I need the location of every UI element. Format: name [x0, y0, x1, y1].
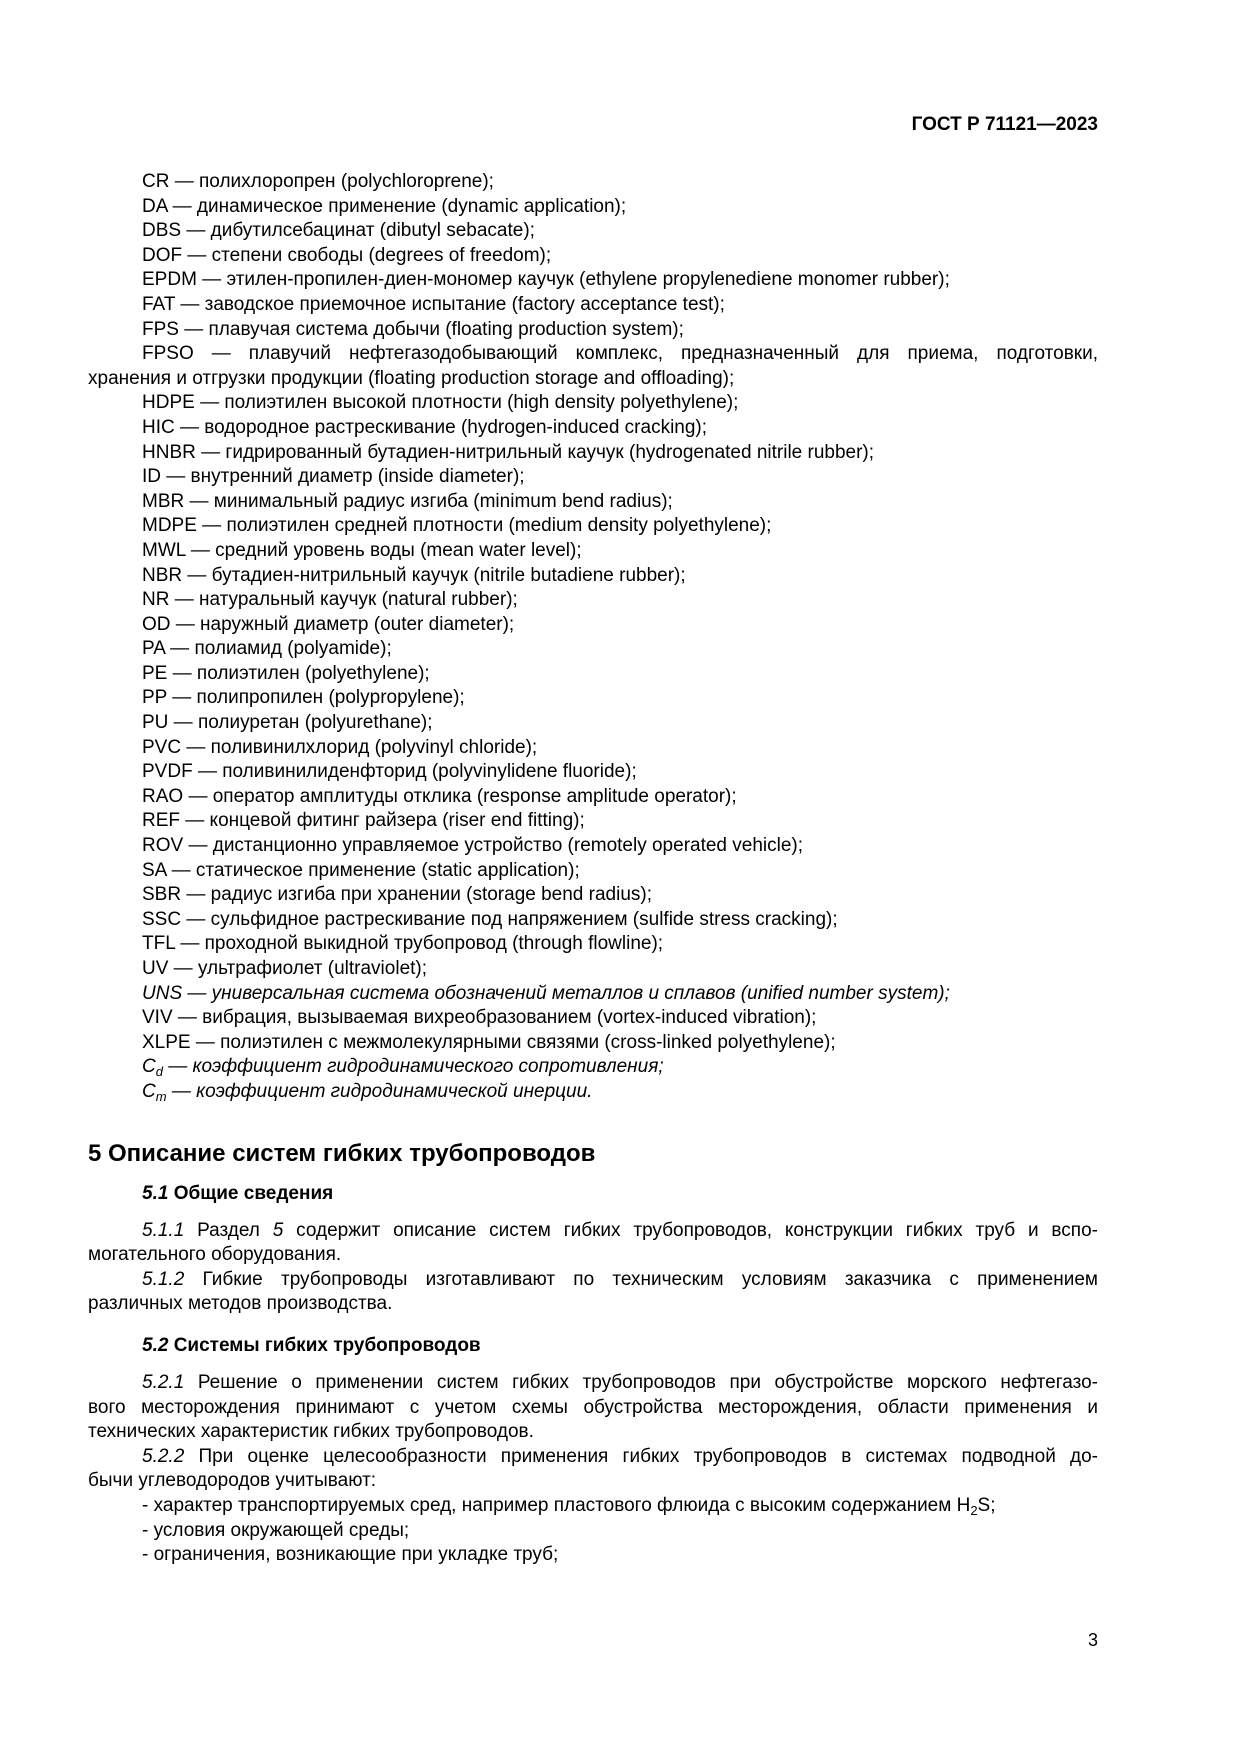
document-code: ГОСТ Р 71121—2023	[911, 114, 1098, 135]
para-5-1-1-text-a: Раздел	[184, 1219, 273, 1241]
abbrev-line-hnbr: HNBR — гидрированный бутадиен-нитрильный каучук (hydrogenated nitrile rubber);	[142, 441, 875, 463]
abbrev-line-pvdf: PVDF — поливинилиденфторид (polyvinylidene fluoride);	[142, 761, 637, 783]
cm-symbol: C	[142, 1080, 156, 1102]
abbrev-line-od: OD — наружный диаметр (outer diameter);	[142, 613, 515, 635]
abbrev-line-sbr: SBR — радиус изгиба при хранении (storage bend radius);	[142, 884, 653, 906]
abbrev-line-id: ID — внутренний диаметр (inside diameter);	[142, 466, 525, 488]
para-5-2-2-number: 5.2.2	[142, 1445, 185, 1467]
para-5-1-2-number: 5.1.2	[142, 1268, 185, 1290]
bullet-transported-media	[88, 1494, 1098, 1519]
abbrev-line-hdpe: HDPE — полиэтилен высокой плотности (high density polyethylene);	[142, 392, 739, 414]
para-5-2-1-line-3: технических характеристик гибких трубопроводов.	[88, 1421, 534, 1443]
cm-subscript: m	[155, 1088, 167, 1104]
abbrev-line-ssc: SSC — сульфидное растрескивание под напряжением (sulfide stress cracking);	[142, 908, 838, 930]
abbrev-line-pp: PP — полипропилен (polypropylene);	[142, 687, 465, 709]
abbrev-line-fpso: FPSO — плавучий нефтегазодобывающий комплекс, предназначенный для приема, подготовки,	[142, 343, 1098, 365]
page-number: 3	[1087, 1630, 1098, 1650]
abbrev-line-mwl: MWL — средний уровень воды (mean water level);	[142, 539, 582, 561]
abbrev-line-da: DA — динамическое применение (dynamic application);	[142, 195, 627, 217]
abbrev-line-epdm: EPDM — этилен-пропилен-диен-мономер каучук (ethylene propylenediene monomer rubber);	[142, 269, 950, 291]
para-5-2-2-line-2: бычи углеводородов учитывают:	[88, 1470, 377, 1492]
section-5-2-number: 5.2	[142, 1334, 169, 1356]
section-5-2-heading: Системы гибких трубопроводов	[168, 1334, 481, 1356]
bullet-installation-limits: - ограничения, возникающие при укладке труб;	[142, 1544, 559, 1566]
abbrev-line-sa: SA — статическое применение (static application);	[142, 859, 580, 881]
para-5-2-1-text: Решение о применении систем гибких трубопроводов при обустройстве морского нефтегазо-	[184, 1371, 1098, 1393]
abbrev-line-dof: DOF — степени свободы (degrees of freedom);	[142, 244, 552, 266]
para-5-2-2-text: При оценке целесообразности применения гибких трубопроводов в системах подводной до-	[184, 1445, 1098, 1467]
para-5-2-1-line-2: вого месторождения принимают с учетом схемы обустройства месторождения, области применения и	[88, 1396, 1098, 1418]
abbreviation-list	[88, 170, 1098, 1105]
abbrev-line-rov: ROV — дистанционно управляемое устройство (remotely operated vehicle);	[142, 835, 804, 857]
bullet-1-subscript: 2	[970, 1502, 978, 1518]
cd-subscript: d	[155, 1064, 163, 1080]
abbrev-line-hic: HIC — водородное растрескивание (hydrogen-induced cracking);	[142, 416, 708, 438]
abbrev-line-nbr: NBR — бутадиен-нитрильный каучук (nitrile butadiene rubber);	[142, 564, 686, 586]
abbrev-line-uns: UNS — универсальная система обозначений металлов и сплавов (unified number system);	[142, 982, 950, 1004]
section-5-title: 5 Описание систем гибких трубопроводов	[88, 1139, 596, 1167]
section-5-1-heading: Общие сведения	[168, 1182, 334, 1204]
abbrev-line-uv: UV — ультрафиолет (ultraviolet);	[142, 958, 428, 979]
cd-description: — коэффициент гидродинамического сопротивления;	[162, 1056, 664, 1078]
para-5-1-2-line-1	[88, 1268, 1098, 1293]
abbrev-line-mbr: MBR — минимальный радиус изгиба (minimum bend radius);	[142, 490, 673, 512]
para-5-1-1-line-2: могательного оборудования.	[88, 1244, 342, 1266]
abbrev-line-pu: PU — полиуретан (polyurethane);	[142, 712, 433, 734]
abbrev-line-fat: FAT — заводское приемочное испытание (factory acceptance test);	[142, 293, 725, 315]
abbrev-line-mdpe: MDPE — полиэтилен средней плотности (medium density polyethylene);	[142, 515, 772, 537]
bullet-1-text-a: - характер транспортируемых сред, например пластового флюида с высоким содержанием H	[142, 1494, 971, 1516]
cd-symbol: C	[142, 1056, 156, 1078]
para-5-1-2-text: Гибкие трубопроводы изготавливают по техническим условиям заказчика с применением	[184, 1268, 1098, 1290]
coefficient-cd	[88, 1055, 1098, 1080]
abbrev-line-ref: REF — концевой фитинг райзера (riser end fitting);	[142, 810, 585, 832]
section-5-2-title	[88, 1333, 1098, 1359]
abbrev-line-cr: CR — полихлоропрен (polychloroprene);	[142, 171, 494, 192]
para-5-2-1-number: 5.2.1	[142, 1371, 185, 1393]
cm-description: — коэффициент гидродинамической инерции.	[166, 1080, 593, 1102]
section-5-1-number: 5.1	[142, 1182, 169, 1204]
page-content	[88, 170, 1098, 1568]
para-5-1-2-line-2: различных методов производства.	[88, 1293, 393, 1315]
abbrev-line-rao: RAO — оператор амплитуды отклика (response amplitude operator);	[142, 785, 737, 807]
para-5-1-1-section-ref: 5	[272, 1219, 284, 1241]
para-5-2-1-line-1	[88, 1371, 1098, 1396]
abbrev-line-nr: NR — натуральный каучук (natural rubber);	[142, 589, 518, 611]
abbrev-line-viv: VIV — вибрация, вызываемая вихреобразованием (vortex-induced vibration);	[142, 1007, 817, 1029]
para-5-2-2-line-1	[88, 1445, 1098, 1470]
abbrev-line-tfl: TFL — проходной выкидной трубопровод (through flowline);	[142, 933, 664, 955]
abbrev-line-xlpe: XLPE — полиэтилен с межмолекулярными связями (cross-linked polyethylene);	[142, 1031, 836, 1053]
section-5-1-title	[88, 1181, 1098, 1207]
para-5-1-1-line-1	[88, 1219, 1098, 1244]
bullet-environment: - условия окружающей среды;	[142, 1519, 410, 1541]
abbrev-line-fpso-cont: хранения и отгрузки продукции (floating production storage and offloading);	[88, 367, 735, 389]
bullet-1-text-b: S;	[977, 1494, 996, 1516]
abbrev-line-fps: FPS — плавучая система добычи (floating production system);	[142, 318, 684, 340]
abbrev-line-dbs: DBS — дибутилсебацинат (dibutyl sebacate);	[142, 220, 535, 242]
abbrev-line-pvc: PVC — поливинилхлорид (polyvinyl chloride);	[142, 736, 538, 758]
abbrev-line-pa: PA — полиамид (polyamide);	[142, 638, 392, 660]
para-5-1-1-text-b: содержит описание систем гибких трубопроводов, конструкции гибких труб и вспо-	[283, 1219, 1098, 1241]
coefficient-cm	[88, 1080, 1098, 1105]
abbrev-line-pe: PE — полиэтилен (polyethylene);	[142, 662, 430, 684]
para-5-1-1-number: 5.1.1	[142, 1219, 185, 1241]
